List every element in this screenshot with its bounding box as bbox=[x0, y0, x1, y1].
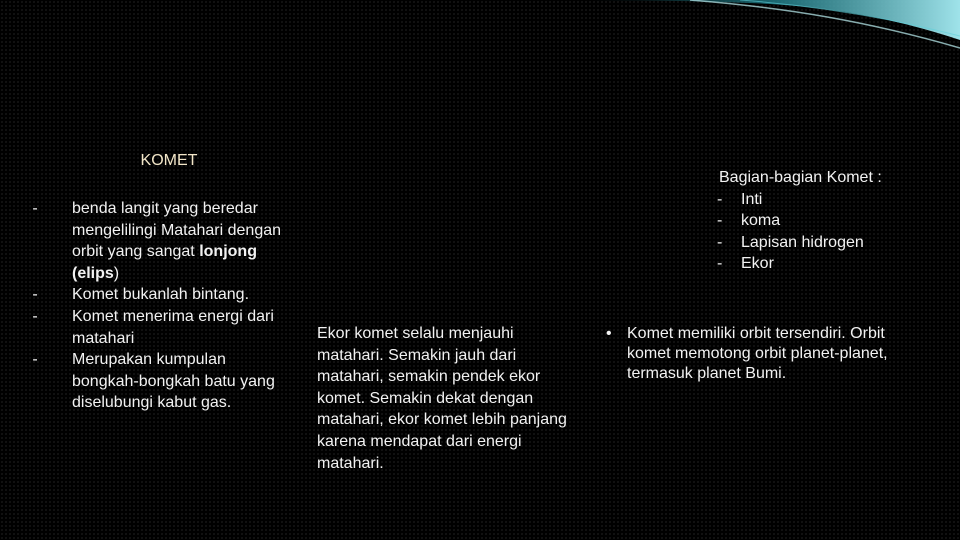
list-item-text: Komet bukanlah bintang. bbox=[72, 286, 250, 304]
list-item-label: Inti bbox=[741, 190, 763, 208]
dash-marker: - bbox=[32, 286, 38, 304]
middle-paragraph: Ekor komet selalu menjauhi matahari. Semakin jauh dari matahari, semakin pendek ekor komet. Semakin dekat dengan matahari, ekor komet lebih panjang karena mendapat dari energi matahari. bbox=[317, 325, 567, 472]
list-item-label: Ekor bbox=[741, 255, 774, 273]
list-item-text: Merupakan kumpulan bongkah-bongkah batu yang diselubungi kabut gas. bbox=[72, 351, 275, 412]
list-item-text bbox=[72, 200, 281, 282]
list-item-text: Komet menerima energi dari matahari bbox=[72, 307, 274, 347]
dash-marker: - bbox=[717, 212, 723, 230]
list-item bbox=[719, 189, 939, 211]
orbit-note bbox=[600, 324, 930, 384]
list-item bbox=[28, 284, 288, 306]
dash-marker: - bbox=[717, 233, 723, 251]
list-item bbox=[719, 232, 939, 254]
left-title: KOMET bbox=[140, 152, 198, 169]
orbit-note-text: Komet memiliki orbit tersendiri. Orbit komet memotong orbit planet-planet, termasuk planet Bumi. bbox=[627, 325, 888, 382]
list-item bbox=[28, 198, 288, 284]
decorative-teal-swoosh bbox=[540, 0, 960, 60]
list-item bbox=[719, 210, 939, 232]
dash-marker: - bbox=[32, 200, 38, 217]
list-item-text-bold: lonjong (elips bbox=[72, 243, 257, 282]
bullet-icon: • bbox=[606, 325, 612, 342]
list-item-text-plain: benda langit yang beredar mengelilingi Matahari dengan orbit yang sangat bbox=[72, 200, 282, 261]
dash-marker: - bbox=[32, 307, 38, 325]
list-item-label: Lapisan hidrogen bbox=[741, 233, 864, 251]
comet-parts-heading: Bagian-bagian Komet : bbox=[719, 169, 882, 186]
list-item bbox=[28, 349, 288, 414]
left-bullet-list bbox=[28, 198, 288, 414]
comet-parts-list bbox=[719, 189, 939, 275]
list-item-label: koma bbox=[741, 212, 781, 230]
list-item bbox=[719, 253, 939, 275]
list-item bbox=[28, 306, 288, 349]
dash-marker: - bbox=[717, 190, 723, 208]
dash-marker: - bbox=[32, 351, 38, 369]
dash-marker: - bbox=[717, 255, 723, 273]
comet-parts-block bbox=[719, 167, 939, 275]
list-item-text-tail: ) bbox=[113, 264, 120, 282]
